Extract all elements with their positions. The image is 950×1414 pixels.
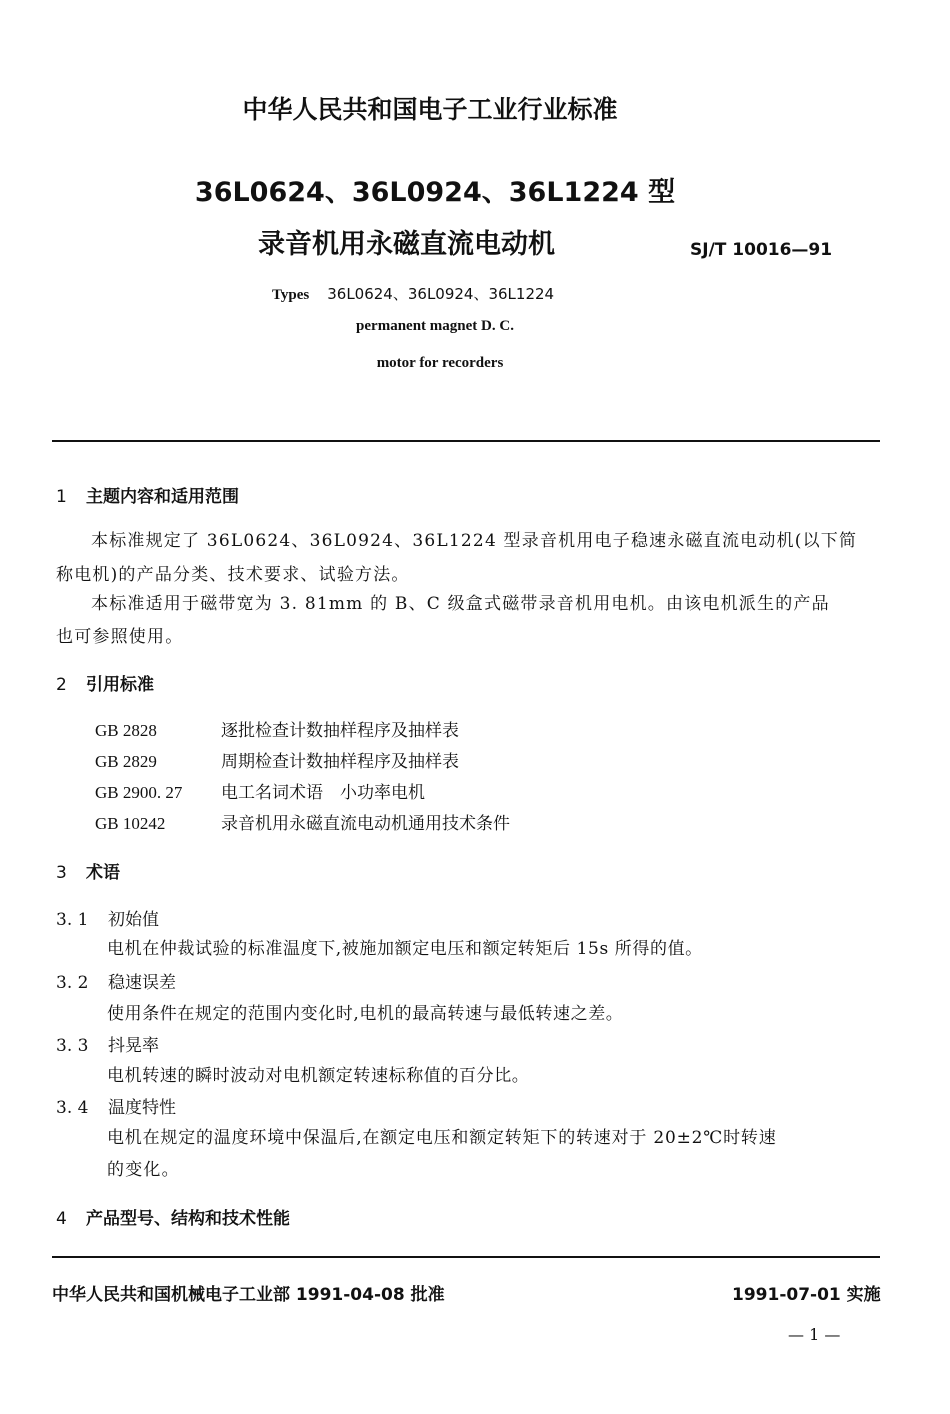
reference-item — [95, 778, 425, 803]
term-name: 初始值 — [108, 910, 159, 930]
reference-title: 电工名词术语 小功率电机 — [221, 783, 425, 803]
section-2-heading — [56, 670, 154, 695]
section-number: 3 — [56, 863, 67, 883]
reference-code: GB 2828 — [95, 721, 157, 740]
paragraph: 本标准规定了 36L0624、36L0924、36L1224 型录音机用电子稳速永磁直流电动机(以下简 — [91, 531, 858, 551]
paragraph: 本标准适用于磁带宽为 3. 81mm 的 B、C 级盒式磁带录音机用电机。由该电机派生的产品 — [91, 594, 830, 614]
reference-title: 录音机用永磁直流电动机通用技术条件 — [221, 814, 510, 834]
document-title-line2: 录音机用永磁直流电动机 — [258, 229, 555, 260]
reference-code: GB 2829 — [95, 752, 157, 771]
term-heading — [56, 1093, 176, 1118]
reference-item — [95, 809, 510, 834]
standard-code: SJ/T 10016—91 — [690, 240, 833, 260]
section-1-heading — [56, 482, 239, 507]
term-definition: 电机在规定的温度环境中保温后,在额定电压和额定转矩下的转速对于 20±2℃时转速 — [107, 1128, 777, 1148]
reference-title: 逐批检查计数抽样程序及抽样表 — [221, 721, 459, 741]
term-heading — [56, 968, 176, 993]
paragraph: 称电机)的产品分类、技术要求、试验方法。 — [56, 565, 410, 585]
english-title-line1 — [272, 283, 554, 304]
term-definition: 电机在仲裁试验的标准温度下,被施加额定电压和额定转矩后 15s 所得的值。 — [107, 939, 703, 959]
section-title: 产品型号、结构和技术性能 — [86, 1209, 290, 1229]
english-title-line2: permanent magnet D. C. — [356, 318, 514, 334]
section-4-heading — [56, 1204, 290, 1229]
term-heading — [56, 1031, 159, 1056]
section-number: 4 — [56, 1209, 67, 1229]
page-number: — 1 — — [788, 1325, 841, 1344]
section-3-heading — [56, 858, 120, 883]
reference-title: 周期检查计数抽样程序及抽样表 — [221, 752, 459, 772]
term-number: 3. 3 — [56, 1036, 89, 1056]
bottom-divider — [52, 1256, 880, 1258]
english-types-label: Types — [272, 287, 310, 303]
reference-code: GB 2900. 27 — [95, 783, 183, 802]
section-number: 1 — [56, 487, 67, 507]
term-definition-continued: 的变化。 — [107, 1160, 180, 1180]
term-definition: 使用条件在规定的范围内变化时,电机的最高转速与最低转速之差。 — [107, 1004, 624, 1024]
term-name: 温度特性 — [108, 1098, 176, 1118]
english-models: 36L0624、36L0924、36L1224 — [327, 285, 555, 303]
reference-item — [95, 716, 459, 741]
paragraph: 也可参照使用。 — [56, 627, 184, 647]
section-title: 引用标准 — [86, 675, 154, 695]
term-heading — [56, 905, 159, 930]
term-number: 3. 1 — [56, 910, 89, 930]
section-title: 主题内容和适用范围 — [86, 487, 239, 507]
term-name: 稳速误差 — [108, 973, 176, 993]
section-title: 术语 — [86, 863, 120, 883]
term-number: 3. 4 — [56, 1098, 89, 1118]
effective-date: 1991-07-01 实施 — [732, 1285, 881, 1305]
issuing-organization: 中华人民共和国电子工业行业标准 — [242, 95, 618, 124]
english-title-line3: motor for recorders — [376, 355, 504, 371]
section-number: 2 — [56, 675, 67, 695]
reference-code: GB 10242 — [95, 814, 166, 833]
term-number: 3. 2 — [56, 973, 89, 993]
term-name: 抖晃率 — [108, 1036, 159, 1056]
document-title-line1: 36L0624、36L0924、36L1224 型 — [194, 177, 676, 208]
approval-note: 中华人民共和国机械电子工业部 1991-04-08 批准 — [52, 1285, 445, 1305]
top-divider — [52, 440, 880, 442]
reference-item — [95, 747, 459, 772]
term-definition: 电机转速的瞬时波动对电机额定转速标称值的百分比。 — [107, 1066, 530, 1086]
